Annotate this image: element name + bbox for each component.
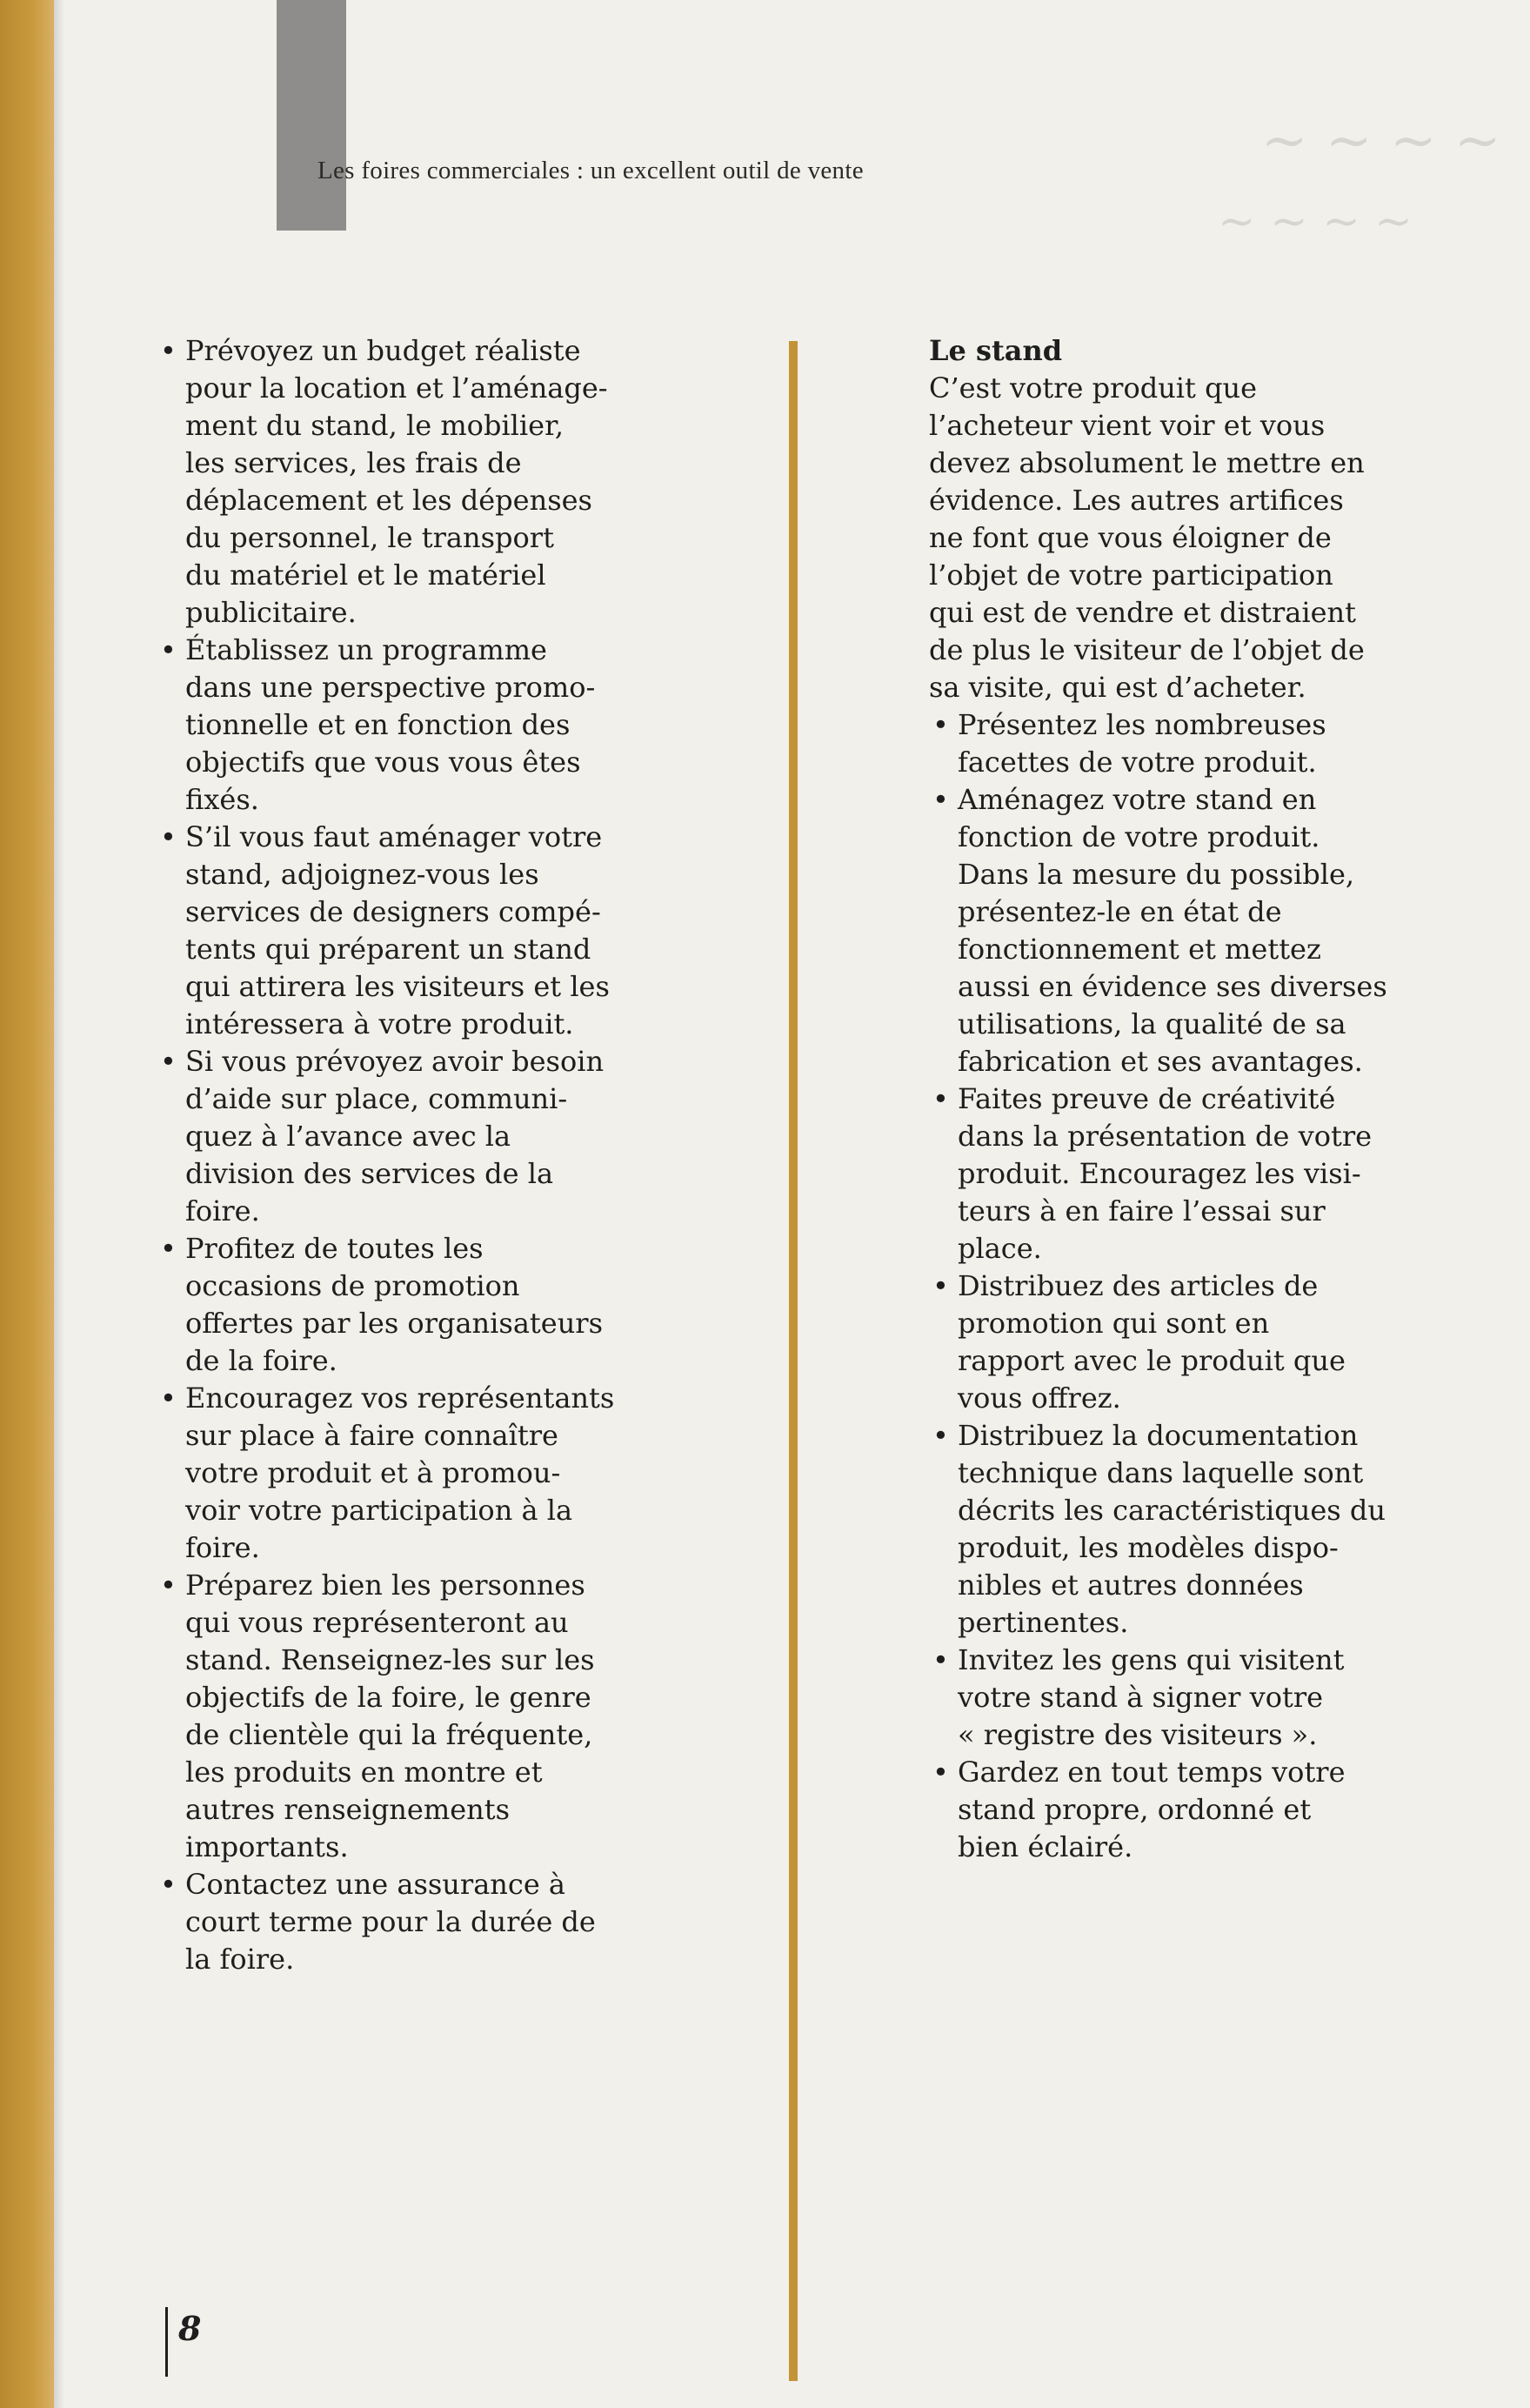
section-heading: Le stand xyxy=(929,334,1063,367)
list-item: • Distribuez des articles de promotion qui sont en rapport avec le produit que vous offrez. xyxy=(929,1268,1433,1417)
page-number: 8 xyxy=(178,2309,202,2348)
right-column xyxy=(929,332,1433,1866)
header-tab-block xyxy=(277,0,346,231)
list-item: • Gardez en tout temps votre stand propre, ordonné et bien éclairé. xyxy=(929,1754,1433,1866)
list-item: • Si vous prévoyez avoir besoin d’aide sur place, communi- quez à l’avance avec la division des services de la foire. xyxy=(157,1043,661,1230)
gold-page-edge xyxy=(0,0,54,2408)
list-item: • Contactez une assurance à court terme pour la durée de la foire. xyxy=(157,1866,661,1978)
list-item: • Préparez bien les personnes qui vous représenteront au stand. Renseignez-les sur les objectifs de la foire, le genre de clientèle qui la fréquente, les produits en montre et autres renseignements importants. xyxy=(157,1567,661,1866)
show-through-text: ~ ~ ~ ~ xyxy=(1261,109,1501,173)
binding-shadow xyxy=(54,0,64,2408)
right-bullet-list xyxy=(929,706,1433,1866)
show-through-text: ~ ~ ~ ~ xyxy=(1218,196,1413,248)
folio-rule xyxy=(165,2307,168,2377)
left-column xyxy=(157,332,661,1978)
list-item: • Présentez les nombreuses facettes de votre produit. xyxy=(929,706,1433,781)
list-item: • Encouragez vos représentants sur place à faire connaître votre produit et à promou- voir votre participation à la foire. xyxy=(157,1380,661,1567)
left-bullet-list xyxy=(157,332,661,1978)
list-item: • Profitez de toutes les occasions de promotion offertes par les organisateurs de la foire. xyxy=(157,1230,661,1380)
list-item: • S’il vous faut aménager votre stand, adjoignez-vous les services de designers compé- tents qui préparent un stand qui attirera les visiteurs et les intéressera à votre produit. xyxy=(157,819,661,1043)
list-item: • Aménagez votre stand en fonction de votre produit. Dans la mesure du possible, présentez-le en état de fonctionnement et mettez aussi en évidence ses diverses utilisations, la qualité de sa fabrication et ses avantages. xyxy=(929,781,1433,1080)
list-item: • Faites preuve de créativité dans la présentation de votre produit. Encouragez les visi- teurs à en faire l’essai sur place. xyxy=(929,1080,1433,1268)
list-item: • Invitez les gens qui visitent votre stand à signer votre « registre des visiteurs ». xyxy=(929,1642,1433,1754)
list-item: • Établissez un programme dans une perspective promo- tionnelle et en fonction des objectifs que vous vous êtes fixés. xyxy=(157,632,661,819)
list-item: • Distribuez la documentation technique dans laquelle sont décrits les caractéristiques du produit, les modèles dispo- nibles et autres données pertinentes. xyxy=(929,1417,1433,1642)
section-intro: C’est votre produit que l’acheteur vient voir et vous devez absolument le mettre en évidence. Les autres artifices ne font que vous éloigner de l’objet de votre participation qui est de vendre et distraient de plus le visiteur de l’objet de sa visite, qui est d’acheter. xyxy=(929,371,1365,704)
column-divider xyxy=(789,341,798,2381)
list-item: • Prévoyez un budget réaliste pour la location et l’aménage- ment du stand, le mobilier, les services, les frais de déplacement et les dépenses du personnel, le transport du matériel et le matériel publicitaire. xyxy=(157,332,661,632)
running-header: Les foires commerciales : un excellent outil de vente xyxy=(317,157,864,184)
